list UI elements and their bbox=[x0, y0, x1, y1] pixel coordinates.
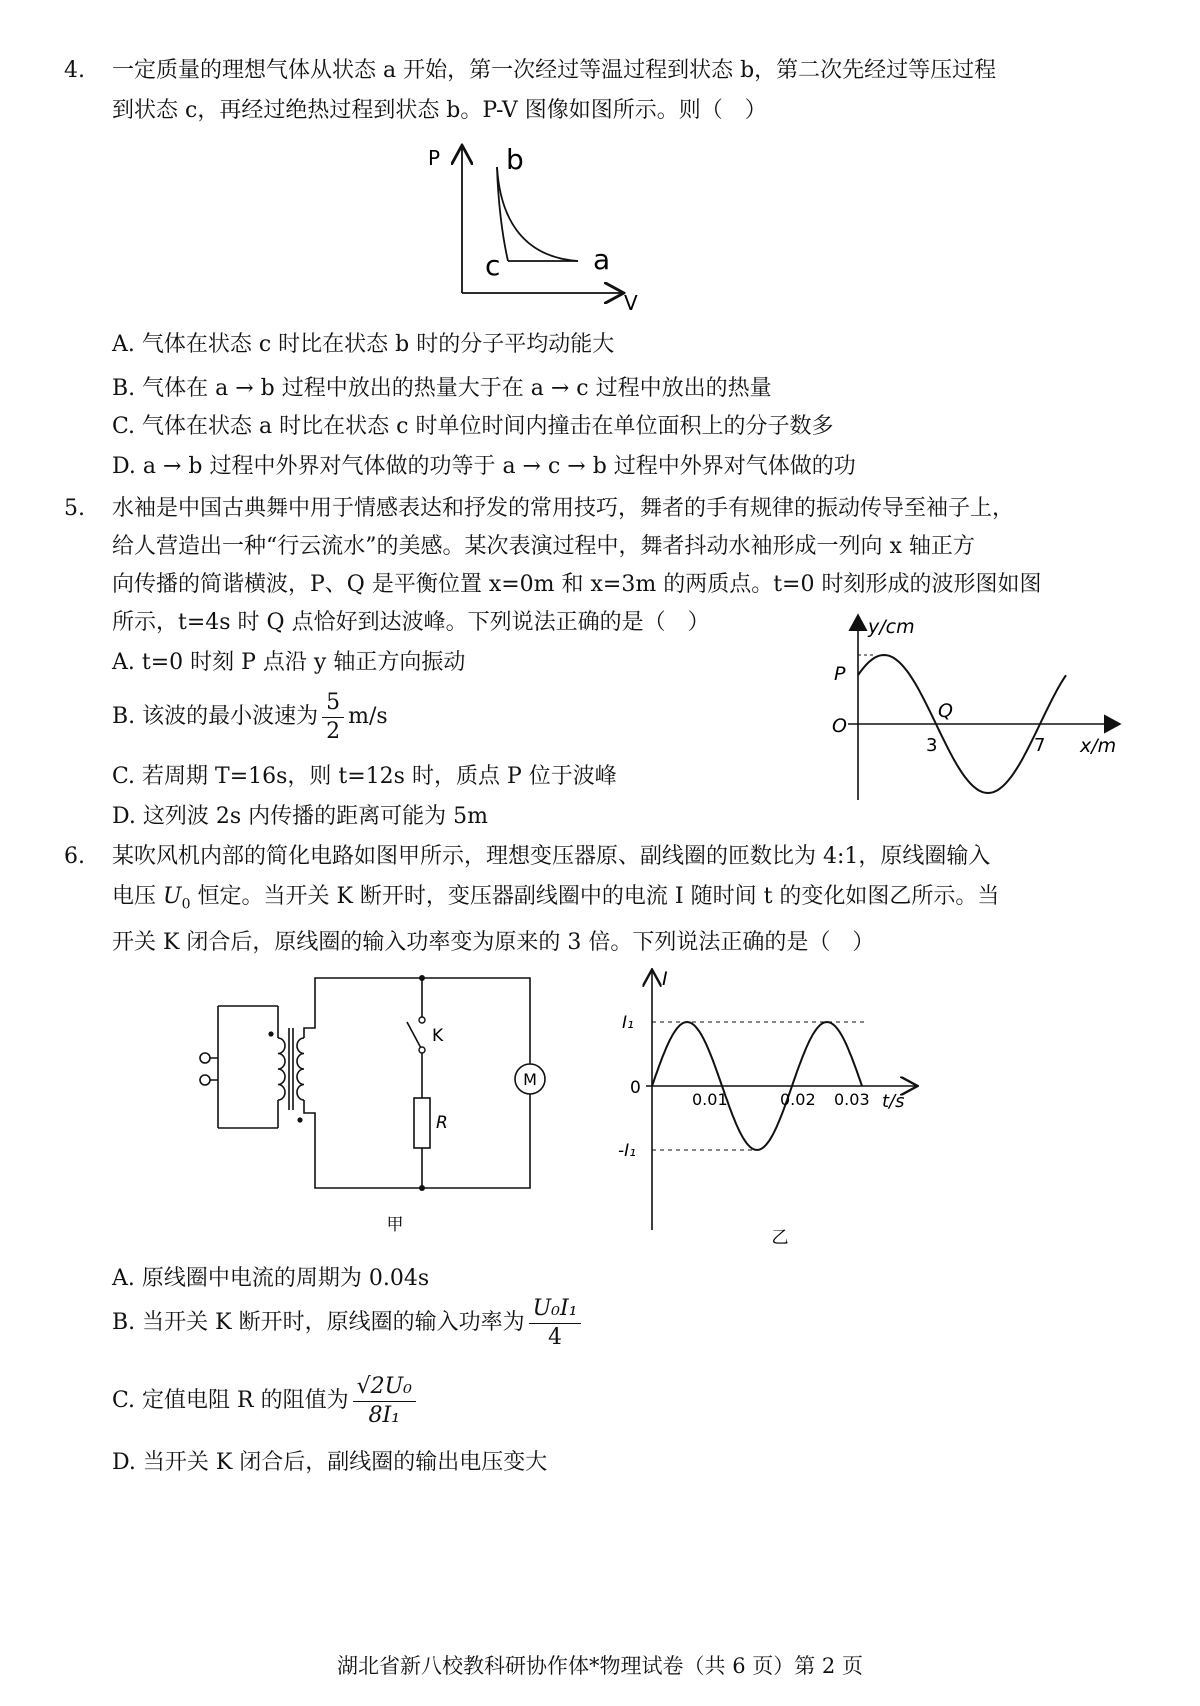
q6-option-a: A. 原线圈中电流的周期为 0.04s bbox=[112, 1266, 430, 1291]
q5-x-label: x/m bbox=[1080, 735, 1117, 757]
page-footer: 湖北省新八校教科研协作体*物理试卷（共 6 页）第 2 页 bbox=[337, 1654, 863, 1678]
q6-secondary-dot bbox=[297, 1117, 302, 1122]
q6-option-b bbox=[112, 1292, 585, 1354]
q5-option-b-unit: m/s bbox=[348, 704, 388, 729]
q6-junction-top bbox=[419, 975, 425, 981]
q6-fig-yi-caption: 乙 bbox=[771, 1228, 789, 1248]
q4-a-label: a bbox=[593, 243, 611, 276]
q6-resistor-r bbox=[414, 1098, 430, 1148]
q6-junction-bottom bbox=[419, 1185, 425, 1191]
q4-stem-line2: 到状态 c，再经过绝热过程到状态 b。P-V 图像如图所示。则（ ） bbox=[112, 98, 767, 123]
q4-option-c: C. 气体在状态 a 时比在状态 c 时单位时间内撞击在单位面积上的分子数多 bbox=[112, 414, 834, 439]
q5-number: 5. bbox=[64, 496, 85, 521]
q4-c-label: c bbox=[485, 249, 501, 282]
q5-q-label: Q bbox=[938, 700, 953, 722]
q6-peak-label: I₁ bbox=[622, 1013, 634, 1033]
q6-switch-label: K bbox=[432, 1026, 444, 1046]
q6-resistor-label: R bbox=[436, 1113, 448, 1133]
q4-option-b: B. 气体在 a → b 过程中放出的热量大于在 a → c 过程中放出的热量 bbox=[112, 376, 772, 401]
q6-number: 6. bbox=[64, 844, 85, 869]
q5-stem-line4: 所示，t=4s 时 Q 点恰好到达波峰。下列说法正确的是（ ） bbox=[112, 610, 710, 635]
q4-option-d: D. a → b 过程中外界对气体做的功等于 a → c → b 过程中外界对气体做的功 bbox=[112, 454, 856, 479]
q6-input-terminal-top bbox=[200, 1053, 210, 1063]
q6-option-b-numerator: U₀I₁ bbox=[529, 1295, 582, 1324]
q5-option-d: D. 这列波 2s 内传播的距离可能为 5m bbox=[112, 804, 488, 829]
q5-stem-line1: 水袖是中国古典舞中用于情感表达和抒发的常用技巧，舞者的手有规律的振动传导至袖子上， bbox=[112, 496, 1015, 521]
q6-motor-label: M bbox=[523, 1070, 537, 1089]
q6-tick-001: 0.01 bbox=[692, 1090, 728, 1109]
q4-pv-graph bbox=[410, 135, 690, 340]
q6-zero-label: 0 bbox=[630, 1078, 641, 1098]
q6-stem-line2-start: 电压 bbox=[112, 884, 157, 909]
q6-circuit-diagram bbox=[190, 968, 590, 1238]
q5-tick-7: 7 bbox=[1034, 735, 1046, 756]
q6-fig-jia-caption: 甲 bbox=[386, 1215, 404, 1235]
q6-stem-line2-end: 恒定。当开关 K 断开时，变压器副线圈中的电流 I 随时间 t 的变化如图乙所示。当 bbox=[197, 884, 1000, 909]
q6-primary-dot bbox=[268, 1031, 273, 1036]
q6-switch-contact-top bbox=[419, 1017, 425, 1023]
q6-stem-line3: 开关 K 闭合后，原线圈的输入功率变为原来的 3 倍。下列说法正确的是（ ） bbox=[112, 930, 875, 955]
q6-input-terminal-bottom bbox=[200, 1075, 210, 1085]
q6-switch-k bbox=[407, 1022, 422, 1050]
q4-p-label: P bbox=[428, 146, 441, 170]
q6-option-c-numerator: √2U₀ bbox=[353, 1373, 416, 1402]
q5-tick-3: 3 bbox=[926, 735, 938, 756]
q6-option-b-denominator: 4 bbox=[548, 1324, 563, 1350]
q6-option-d: D. 当开关 K 闭合后，副线圈的输出电压变大 bbox=[112, 1450, 548, 1475]
q6-u0-symbol: U bbox=[163, 884, 182, 909]
q6-u0-subscript: 0 bbox=[181, 896, 191, 913]
q6-current-graph bbox=[620, 965, 950, 1250]
q6-option-c bbox=[112, 1370, 420, 1432]
q4-isotherm-curve bbox=[497, 167, 578, 261]
q5-option-b bbox=[112, 686, 388, 748]
q5-option-b-text: B. 该波的最小波速为 bbox=[112, 704, 319, 729]
q5-origin-label: O bbox=[832, 715, 847, 737]
q5-wave-graph bbox=[818, 605, 1138, 805]
q5-p-label: P bbox=[834, 663, 846, 685]
q5-option-a: A. t=0 时刻 P 点沿 y 轴正方向振动 bbox=[112, 650, 466, 675]
q4-stem-line1: 一定质量的理想气体从状态 a 开始，第一次经过等温过程到状态 b，第二次先经过等压过程 bbox=[112, 58, 997, 83]
q6-t-axis-label: t/s bbox=[882, 1091, 905, 1112]
q6-primary-coil bbox=[278, 1038, 285, 1100]
q4-v-label: V bbox=[624, 291, 638, 315]
q5-y-label: y/cm bbox=[868, 616, 915, 638]
q6-option-c-text: C. 定值电阻 R 的阻值为 bbox=[112, 1388, 349, 1413]
q6-option-b-fraction bbox=[529, 1295, 582, 1352]
q6-secondary-coil bbox=[297, 1038, 304, 1100]
q6-option-b-text: B. 当开关 K 断开时，原线圈的输入功率为 bbox=[112, 1310, 525, 1335]
q6-stem-line2 bbox=[112, 882, 999, 919]
q5-option-b-fraction bbox=[322, 689, 344, 746]
q6-i-axis-label: I bbox=[662, 968, 668, 990]
q4-option-a: A. 气体在状态 c 时比在状态 b 时的分子平均动能大 bbox=[112, 332, 615, 357]
q4-number: 4. bbox=[64, 58, 85, 83]
q5-option-b-numerator: 5 bbox=[322, 689, 344, 718]
q6-option-c-fraction bbox=[353, 1373, 416, 1430]
q6-tick-002: 0.02 bbox=[780, 1090, 816, 1109]
q6-switch-contact-bottom bbox=[419, 1047, 425, 1053]
q6-option-c-denominator: 8I₁ bbox=[368, 1402, 401, 1428]
q4-b-label: b bbox=[506, 143, 524, 176]
q5-option-b-denominator: 2 bbox=[326, 718, 341, 744]
q6-tick-003: 0.03 bbox=[834, 1090, 870, 1109]
q6-secondary-wire bbox=[304, 978, 530, 1188]
q6-primary-wire bbox=[210, 1006, 278, 1128]
q5-stem-line3: 向传播的简谐横波，P、Q 是平衡位置 x=0m 和 x=3m 的两质点。t=0 时刻形成的波形图如图 bbox=[112, 572, 1042, 597]
q5-stem-line2: 给人营造出一种“行云流水”的美感。某次表演过程中，舞者抖动水袖形成一列向 x 轴正方 bbox=[112, 534, 975, 559]
q5-option-c: C. 若周期 T=16s，则 t=12s 时，质点 P 位于波峰 bbox=[112, 764, 617, 789]
q6-trough-label: -I₁ bbox=[618, 1141, 636, 1161]
q6-stem-line1: 某吹风机内部的简化电路如图甲所示，理想变压器原、副线圈的匝数比为 4:1，原线圈输入 bbox=[112, 844, 991, 869]
